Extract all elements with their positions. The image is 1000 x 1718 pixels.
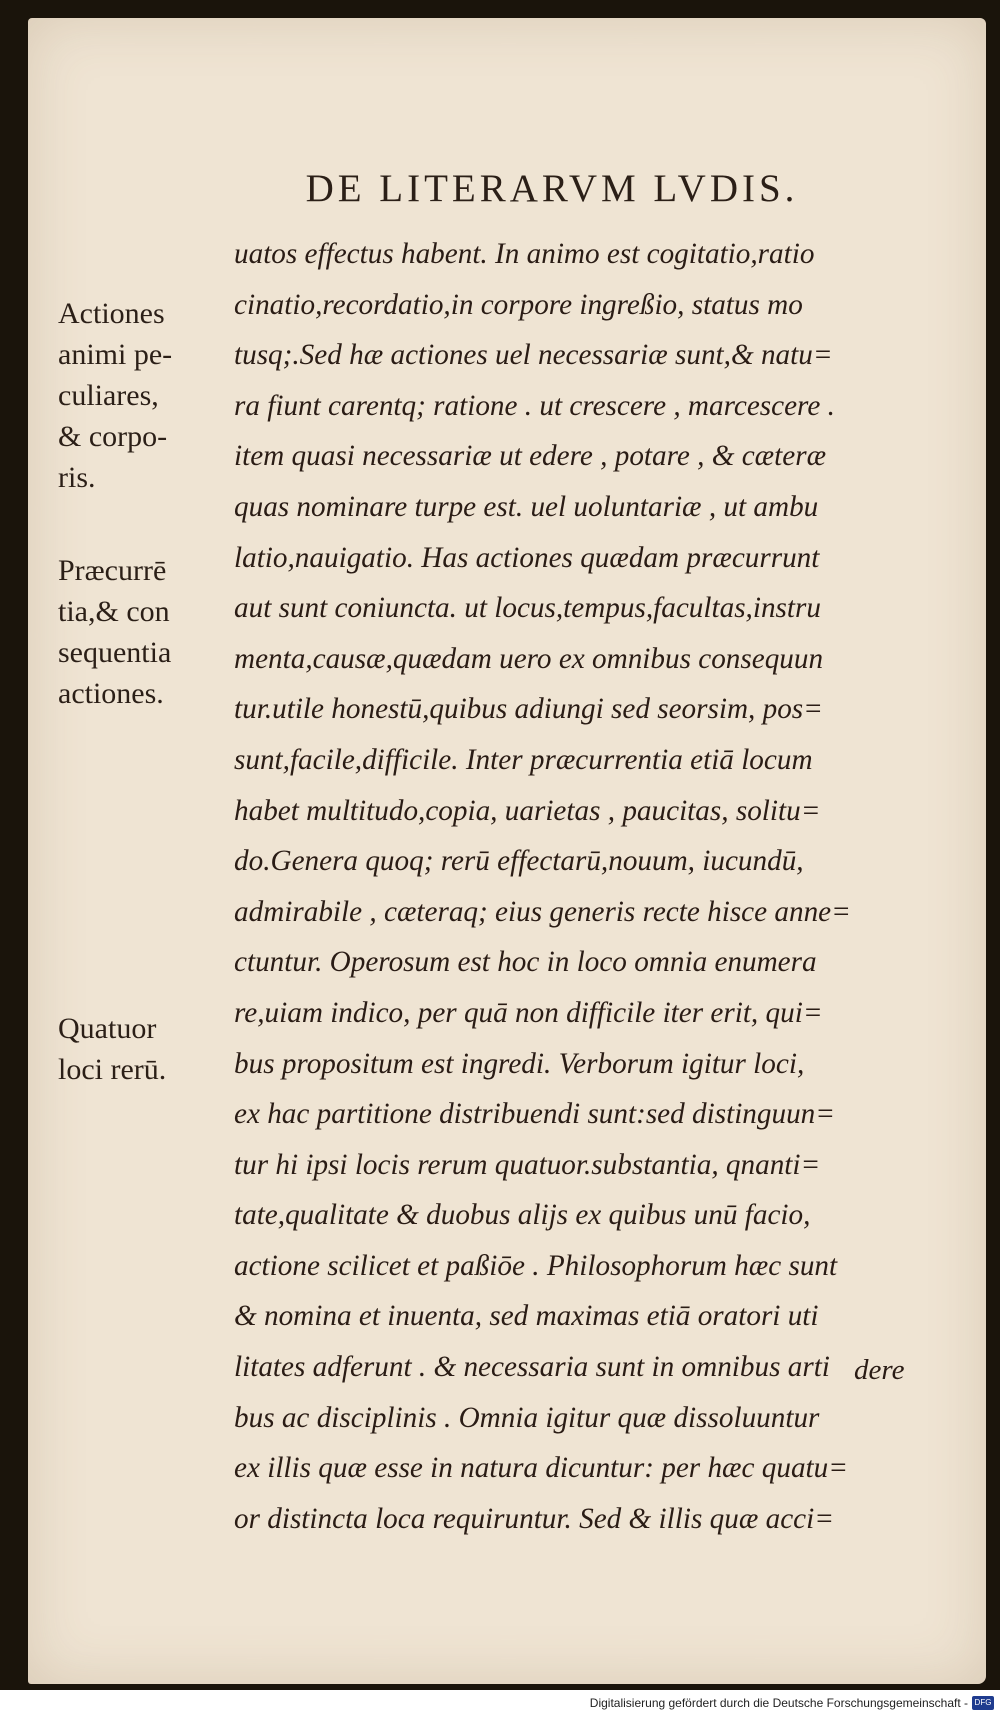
marginal-note-line: Actiones bbox=[58, 297, 165, 330]
body-line: tate,qualitate & duobus alijs ex quibus unū facio, bbox=[234, 1199, 811, 1232]
body-line: latio,nauigatio. Has actiones quædam præcurrunt bbox=[234, 541, 820, 574]
body-line: litates adferunt . & necessaria sunt in omnibus arti bbox=[234, 1351, 830, 1384]
body-line: or distincta loca requiruntur. Sed & illis quæ acci= bbox=[234, 1502, 834, 1535]
body-line: bus propositum est ingredi. Verborum igitur loci, bbox=[234, 1047, 805, 1080]
body-line: menta,causæ,quædam uero ex omnibus consequun bbox=[234, 642, 824, 675]
body-line: uatos effectus habent. In animo est cogitatio,ratio bbox=[234, 238, 815, 270]
digitization-footer bbox=[0, 1690, 1000, 1718]
body-line: actione scilicet et paßiōe . Philosophorum hæc sunt bbox=[234, 1249, 838, 1282]
marginal-note-line: Quatuor bbox=[58, 1012, 157, 1045]
marginal-note-line: loci rerū. bbox=[58, 1053, 167, 1086]
marginal-note-line: actiones. bbox=[58, 677, 164, 710]
body-line: habet multitudo,copia, uarietas , paucitas, solitu= bbox=[234, 794, 821, 827]
body-line: tur hi ipsi locis rerum quatuor.substantia, qnanti= bbox=[234, 1148, 821, 1181]
body-line: re,uiam indico, per quā non difficile iter erit, qui= bbox=[234, 996, 823, 1029]
marginal-note-line: culiares, bbox=[58, 379, 159, 412]
catchword: dere bbox=[854, 1354, 905, 1386]
book-page bbox=[28, 18, 986, 1684]
body-line: quas nominare turpe est. uel uoluntariæ , ut ambu bbox=[234, 490, 819, 523]
marginal-note-quatuor bbox=[58, 1008, 238, 1090]
body-line: ex hac partitione distribuendi sunt:sed distinguun= bbox=[234, 1098, 835, 1131]
body-line: cinatio,recordatio,in corpore ingreßio, status mo bbox=[234, 288, 803, 321]
marginal-note-line: Præcurrē bbox=[58, 554, 167, 587]
body-line: bus ac disciplinis . Omnia igitur quæ dissoluuntur bbox=[234, 1401, 820, 1434]
marginal-note-praecurrentia bbox=[58, 550, 238, 714]
body-line: tusq;.Sed hæ actiones uel necessariæ sunt,& natu= bbox=[234, 339, 833, 372]
body-line: do.Genera quoq; rerū effectarū,nouum, iucundū, bbox=[234, 845, 804, 878]
body-line: & nomina et inuenta, sed maximas etiā oratori uti bbox=[234, 1300, 819, 1333]
marginal-note-actiones bbox=[58, 293, 238, 498]
body-line: aut sunt coniuncta. ut locus,tempus,facultas,instru bbox=[234, 592, 821, 625]
body-line: ctuntur. Operosum est hoc in loco omnia enumera bbox=[234, 946, 817, 979]
running-head bbox=[28, 166, 986, 211]
body-line: item quasi necessariæ ut edere , potare , & cæteræ bbox=[234, 440, 827, 473]
marginal-note-line: sequentia bbox=[58, 636, 172, 669]
body-text bbox=[234, 229, 954, 1544]
body-line: tur.utile honestū,quibus adiungi sed seorsim, pos= bbox=[234, 693, 823, 726]
marginal-note-line: tia,& con bbox=[58, 595, 170, 628]
marginal-note-line: & corpo- bbox=[58, 420, 168, 453]
body-line: sunt,facile,difficile. Inter præcurrentia etiā locum bbox=[234, 743, 813, 776]
body-line: admirabile , cæteraq; eius generis recte hisce anne= bbox=[234, 895, 851, 928]
running-head-text: DE LITERARVM LVDIS. bbox=[305, 167, 799, 210]
body-line: ra fiunt carentq; ratione . ut crescere , marcescere . bbox=[234, 389, 835, 422]
dfg-logo: DFG bbox=[972, 1696, 994, 1710]
marginal-note-line: ris. bbox=[58, 461, 96, 494]
footer-credit: Digitalisierung gefördert durch die Deutsche Forschungsgemeinschaft - bbox=[589, 1696, 968, 1710]
marginal-note-line: animi pe- bbox=[58, 338, 173, 371]
body-line: ex illis quæ esse in natura dicuntur: per hæc quatu= bbox=[234, 1452, 848, 1485]
